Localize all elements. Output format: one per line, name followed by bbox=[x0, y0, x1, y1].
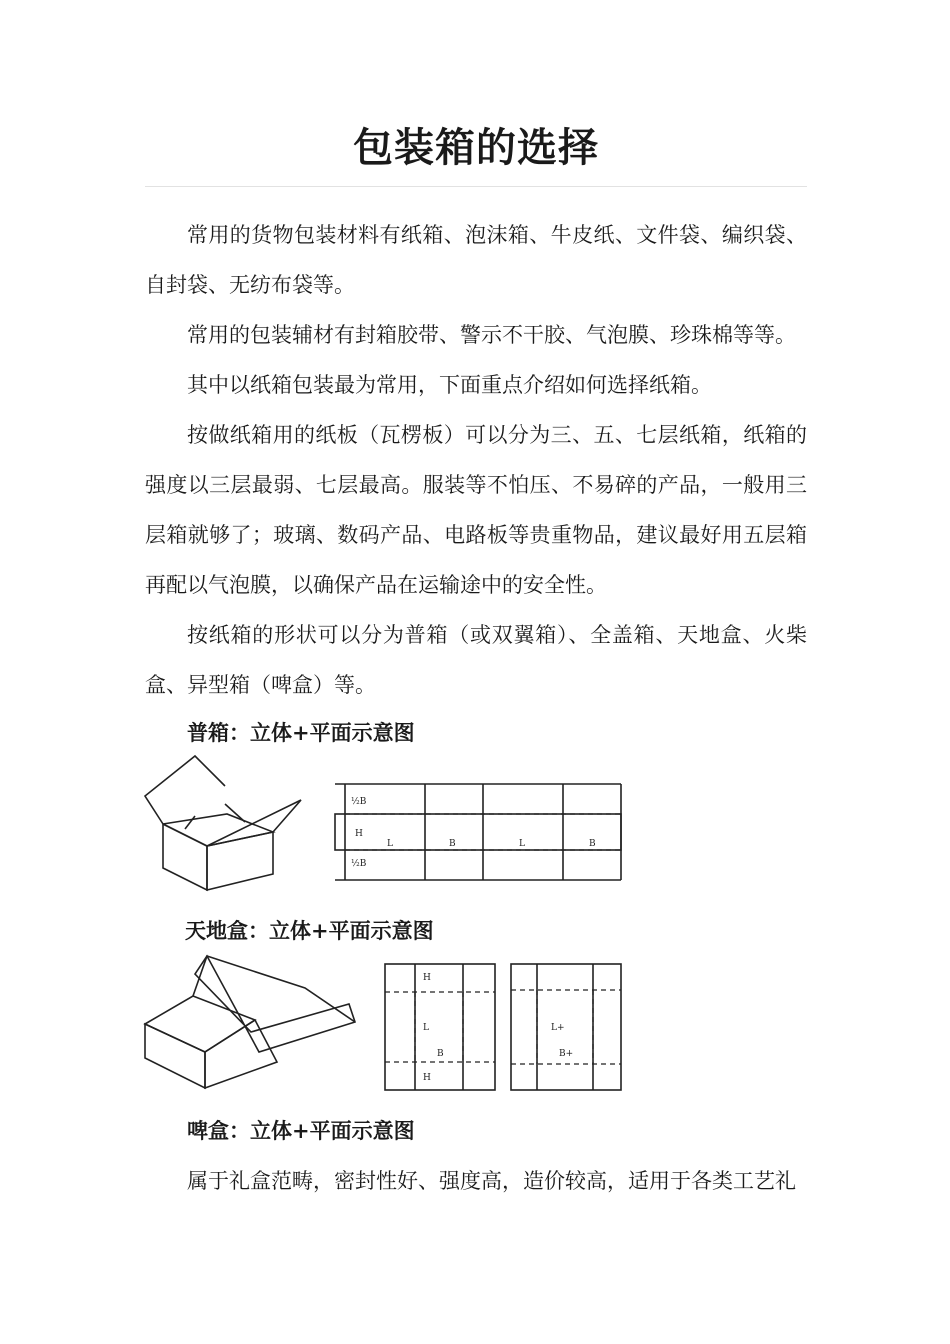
page-title: 包装箱的选择 bbox=[353, 124, 599, 171]
lid-box-flat-diagram-1 bbox=[385, 964, 497, 1094]
box-back-flap bbox=[145, 756, 225, 824]
paragraph-materials: 常用的货物包装材料有纸箱、泡沫箱、牛皮纸、文件袋、编织袋、自封袋、无纺布袋等。 bbox=[145, 223, 807, 297]
flat2-label-l-plus: L+ bbox=[551, 1023, 565, 1033]
lid-box-flat-diagram-2 bbox=[511, 964, 623, 1094]
paragraph-auxiliary: 常用的包装辅材有封箱胶带、警示不干胶、气泡膜、珍珠棉等等。 bbox=[187, 323, 796, 347]
label-l-1: L bbox=[387, 839, 393, 849]
lid-top bbox=[193, 956, 355, 1022]
label-half-b-bottom: ½B bbox=[351, 859, 367, 869]
box-bottom-side bbox=[205, 1020, 277, 1088]
flat2-outline bbox=[511, 964, 621, 1090]
flat1-label-h-bottom: H bbox=[423, 1073, 431, 1083]
label-b-2: B bbox=[589, 839, 596, 849]
label-half-b-top: ½B bbox=[351, 797, 367, 807]
heading-lid-box: 天地盒：立体+平面示意图 bbox=[185, 918, 434, 943]
paragraph-layers: 按做纸箱用的纸板（瓦楞板）可以分为三、五、七层纸箱，纸箱的强度以三层最弱、七层最高。服装等不怕压、不易碎的产品，一般用三层箱就够了；玻璃、数码产品、电路板等贵重物品，建议最好用五层箱再配以气泡膜，以确保产品在运输途中的安全性。 bbox=[145, 423, 807, 597]
box-right-flap bbox=[207, 800, 301, 846]
heading-beer-box: 啤盒：立体+平面示意图 bbox=[187, 1118, 415, 1143]
label-l-2: L bbox=[519, 839, 525, 849]
paragraph-beer-box: 属于礼盒范畴，密封性好、强度高，造价较高，适用于各类工艺礼 bbox=[187, 1169, 796, 1193]
paragraph-shapes: 按纸箱的形状可以分为普箱（或双翼箱）、全盖箱、天地盒、火柴盒、异型箱（啤盒）等。 bbox=[145, 623, 807, 697]
heading-regular-box: 普箱：立体+平面示意图 bbox=[187, 720, 415, 745]
flat1-label-h-top: H bbox=[423, 973, 431, 983]
box-front-face bbox=[163, 824, 207, 890]
flat-body-outline bbox=[335, 814, 621, 850]
flat1-label-l: L bbox=[423, 1023, 429, 1033]
box-bottom-front bbox=[145, 1024, 205, 1088]
lid-sides bbox=[195, 956, 355, 1052]
box-inner-divider-1 bbox=[185, 816, 195, 829]
regular-box-flat-diagram bbox=[335, 784, 625, 884]
flat1-label-b: B bbox=[437, 1049, 444, 1059]
paragraph-carton-intro: 其中以纸箱包装最为常用，下面重点介绍如何选择纸箱。 bbox=[187, 373, 712, 397]
lid-box-3d-diagram bbox=[145, 956, 355, 1096]
flat1-outline bbox=[385, 964, 495, 1090]
label-b-1: B bbox=[449, 839, 456, 849]
flat2-label-b-plus: B+ bbox=[559, 1049, 574, 1059]
title-divider bbox=[145, 186, 807, 187]
box-bottom-top bbox=[145, 996, 255, 1052]
box-inner-divider-2 bbox=[225, 804, 245, 822]
regular-box-3d-diagram bbox=[145, 756, 305, 896]
label-h: H bbox=[355, 829, 363, 839]
